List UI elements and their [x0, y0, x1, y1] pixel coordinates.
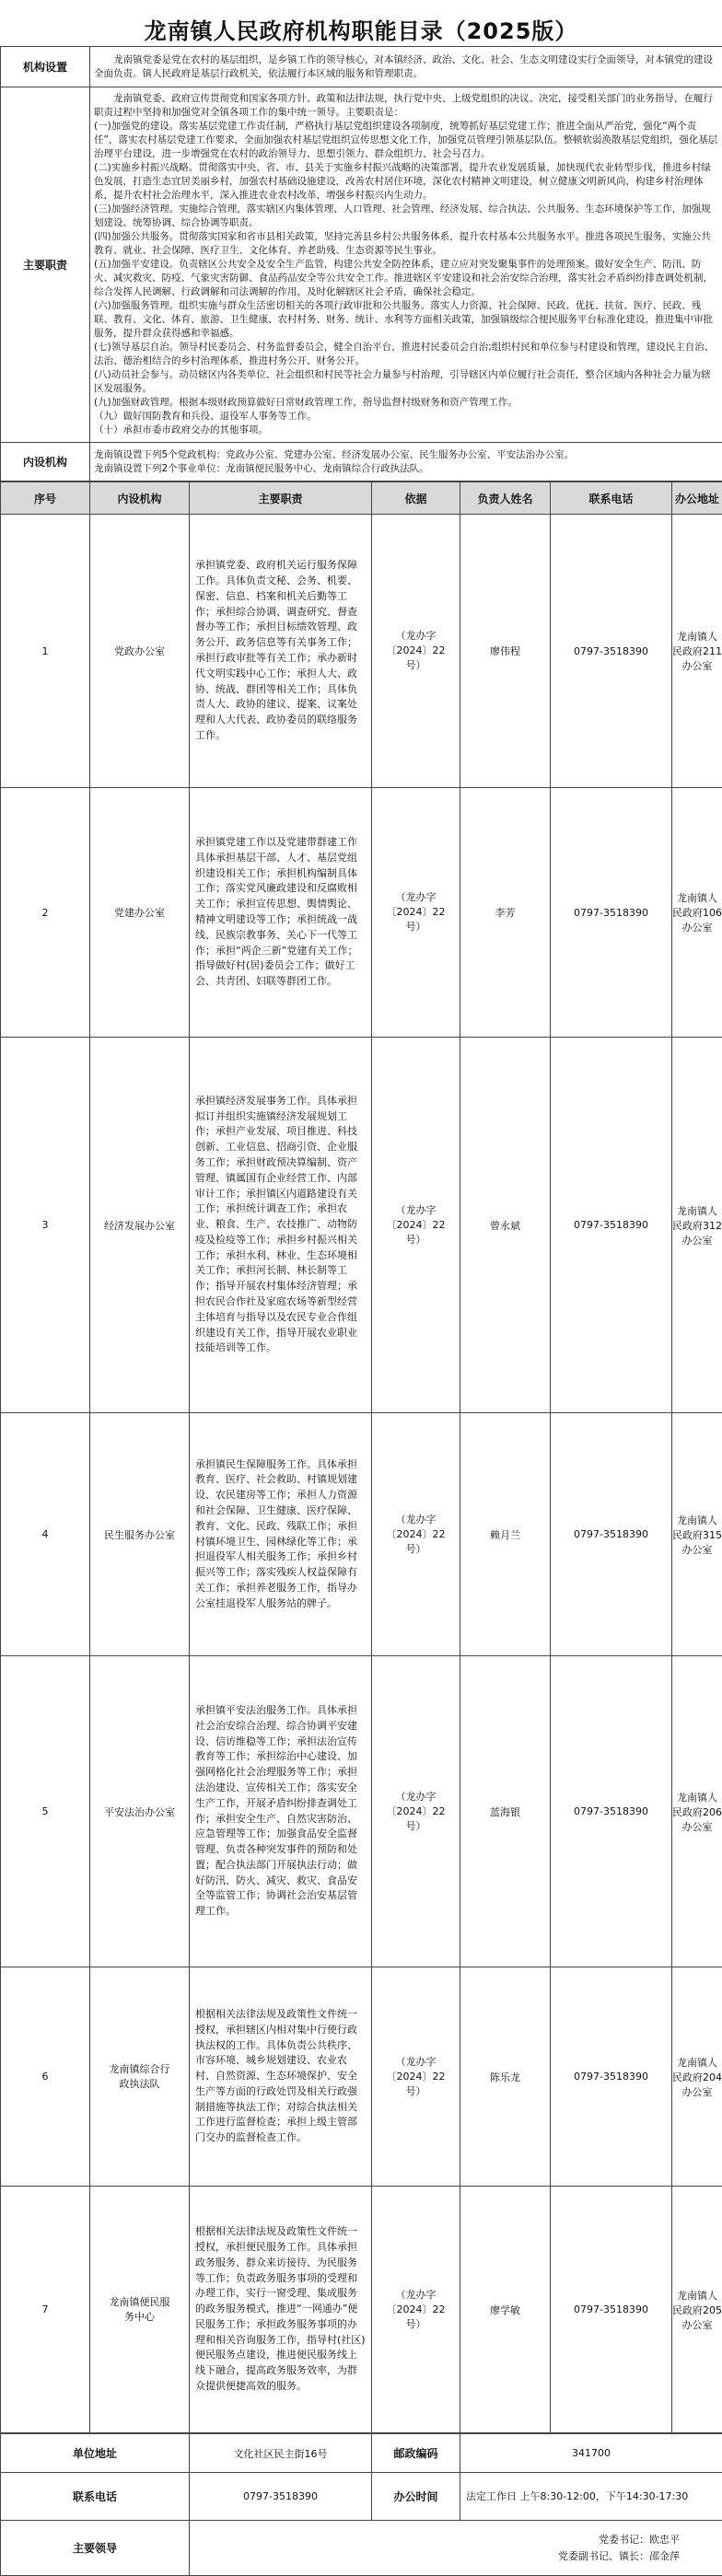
row-address: 龙南镇人民政府312办公室: [672, 1038, 722, 1413]
main-duties-label: 主要职责: [1, 87, 90, 443]
row-person: 曾永斌: [460, 1038, 551, 1413]
footer-phone-row: [1, 2473, 722, 2521]
row-org: 平安法治办公室: [90, 1656, 190, 1967]
row-basis: [372, 1967, 460, 2187]
row-no: 3: [1, 1038, 90, 1413]
row-address: 龙南镇人民政府106办公室: [672, 788, 722, 1038]
org-setting-row: [1, 47, 722, 87]
row-duty: 承担镇经济发展事务工作。具体承担拟订并组织实施镇经济发展规划工作；承担产业发展、项目推进、科技创新、工业信息、招商引资、企业服务工作；承担财政预决算编制、资产管理、镇属国有企业经营工作、内部审计工作；承担镇区内道路建设有关工作；承担统计调查工作；承担农业、粮食、生产、农技推广、动物防疫及检疫等工作；承担乡村振兴相关工作；承担水利、林业、生态环境相关工作；承担河长制、林长制等工作；指导开展农村集体经济管理；承担农民合作社及家庭农场等新型经营主体培育与指导以及农民专业合作组织建设有关工作，指导开展农业职业技能培训等工作。: [190, 1038, 372, 1413]
row-duty: 承担镇民生保障服务工作。具体承担教育、医疗、社会救助、村镇规划建设、农民建房等工作；承担人力资源和社会保障、卫生健康、医疗保障、教育、文化、民政、残联工作；承担村镇环境卫生、园林绿化等工作；承担退役军人相关服务工作；承担乡村振兴等工作；落实残疾人权益保障有关工作；承担养老服务工作，指导办公室挂退役军人服务站的牌子。: [190, 1413, 372, 1656]
row-person: 李芳: [460, 788, 551, 1038]
row-basis: [372, 788, 460, 1038]
row-person: 廖学敏: [460, 2187, 551, 2433]
internal-orgs-row: [1, 443, 722, 482]
row-no: 5: [1, 1656, 90, 1967]
row-phone: 0797-3518390: [551, 1656, 672, 1967]
phone-value: 0797-3518390: [190, 2473, 372, 2521]
intro-table: [0, 46, 722, 482]
row-person: 蓝海银: [460, 1656, 551, 1967]
header-duty: 主要职责: [190, 482, 372, 515]
org-setting-paragraph: 龙南镇党委是党在农村的基层组织，是乡镇工作的领导核心，对本镇经济、政治、文化、社会、生态文明建设实行全面领导，对本镇党的建设全面负责。镇人民政府是基层行政机关，依法履行本区域的服务和管理职责。: [94, 53, 718, 81]
hours-value: 法定工作日 上午8:30-12:00，下午14:30-17:30: [460, 2473, 722, 2521]
row-basis: [372, 1413, 460, 1656]
postcode-value: 341700: [460, 2434, 722, 2473]
footer-leaders-row: [1, 2521, 722, 2576]
internal-orgs-line: 龙南镇设置下列5个党政机构：党政办公室、党建办公室、经济发展办公室、民生服务办公室、平安法治办公室。: [94, 448, 718, 462]
row-address: 龙南镇人民政府315办公室: [672, 1413, 722, 1656]
row-org: [90, 2187, 190, 2433]
row-duty: 承担镇平安法治服务工作。具体承担社会治安综合治理、综合协调平安建设、信访维稳等工作；承担法治宣传教育等工作；承担综治中心建设、加强网格化社会治理服务等工作；承担法治建设、宣传相关工作；落实安全生产工作，开展矛盾纠纷排查调处工作；承担安全生产、自然灾害防治、应急管理等工作；加强食品安全监督管理、负责各种突发事件的预防和处置；配合执法部门开展执法行动；做好防汛、防火、减灾、救灾、食品安全等监管工作；协调社会治安基层管理工作。: [190, 1656, 372, 1967]
row-duty: 根据相关法律法规及政策性文件统一授权，承担辖区内相对集中行使行政执法权的工作。具体负责公共秩序、市容环境、城乡规划建设、农业农村、自然资源、生态环境保护、安全生产等方面的行政处罚及相关行政强制措施等执法工作；对综合执法相关工作进行监督检查；承担上级主管部门交办的监督检查工作。: [190, 1967, 372, 2187]
row-phone: 0797-3518390: [551, 1038, 672, 1413]
duty-paragraph: (八)动员社会参与。动员辖区内各类单位、社会组织和村民等社会力量参与村治理，引导辖区内单位履行社会责任，整合区域内各种社会力量为辖区发展服务。: [94, 368, 718, 396]
row-phone: 0797-3518390: [551, 2187, 672, 2433]
duty-paragraph: (三)加强经济管理。实施综合管理，落实辖区内集体管理、人口管理、社会管理、经济发展、综合执法、公共服务、生态环境保护等工作，加强规划建设、统筹协调、综合协调等职责。: [94, 203, 718, 230]
row-address: 龙南镇人民政府206办公室: [672, 1656, 722, 1967]
row-person: 陈乐龙: [460, 1967, 551, 2187]
duty-paragraph: (六)加强服务管理。组织实施与群众生活密切相关的各项行政审批和公共服务。落实人力资源、社会保障、民政、优抚、扶贫、医疗、民政、残联、教育、文化、体育、旅游、卫生健康、农村村务、财务、统计、水利等方面相关政策，加强镇级综合便民服务平台标准化建设，推进集中审批服务，提升群众获得感和幸福感。: [94, 299, 718, 341]
internal-orgs-line: 龙南镇设置下列2个事业单位：龙南镇便民服务中心、龙南镇综合行政执法队。: [94, 462, 718, 476]
table-row: [1, 515, 722, 788]
table-row: [1, 788, 722, 1038]
internal-orgs-text: [90, 443, 722, 482]
header-org: 内设机构: [90, 482, 190, 515]
basis-text: （龙办字〔2024〕22号）: [384, 1790, 448, 1834]
table-row: [1, 1656, 722, 1967]
row-duty: 承担镇党委、政府机关运行服务保障工作。具体负责文秘、会务、机要、保密、信息、档案和机关后勤等工作；承担综合协调、调查研究、督查督办等工作；承担目标绩效管理、政务公开、政务信息等有关事务工作；承担行政审批等有关工作；承办新时代文明实践中心工作；承担人大、政协、统战、群团等相关工作；具体负责人大、政协的建议、提案、议案处理和人大代表、政协委员的联络服务工作。: [190, 515, 372, 788]
duty-paragraph: (一)加强党的建设。落实基层党建工作责任制，严格执行基层党组织建设各项制度，统筹抓好基层党建工作；推进全面从严治党，强化“两个责任”，落实农村基层党建工作要求，全面加强农村基层党组织宣传思想文化工作，加强党员管理引领基层队伍。整顿软弱涣散基层党组织，强化基层治理平台建设，进一步增强党在农村的政治领导力、思想引领力、群众组织力、社会号召力。: [94, 120, 718, 161]
basis-text: （龙办字〔2024〕22号）: [384, 2055, 448, 2099]
row-basis: [372, 1656, 460, 1967]
page-title: 龙南镇人民政府机构职能目录（2025版）: [0, 0, 722, 46]
header-phone: 联系电话: [551, 482, 672, 515]
basis-text: （龙办字〔2024〕22号）: [384, 1203, 448, 1247]
row-phone: 0797-3518390: [551, 1413, 672, 1656]
leader-line: 党委副书记、镇长：邵金萍: [190, 2548, 680, 2565]
basis-text: （龙办字〔2024〕22号）: [384, 890, 448, 934]
footer-address-row: [1, 2434, 722, 2473]
leaders-label: 主要领导: [1, 2521, 190, 2576]
org-setting-text: [90, 47, 722, 87]
duty-paragraph: (七)领导基层自治。领导村民委员会、村务监督委员会，健全自治平台，推进村民委员会自治;组织村民和单位参与村建设和管理，建设民主自治、法治、德治相结合的乡村治理体系，推进村务公开、财务公开。: [94, 341, 718, 368]
row-org: [90, 1967, 190, 2187]
row-no: 1: [1, 515, 90, 788]
row-basis: [372, 2187, 460, 2433]
table-row: [1, 2187, 722, 2433]
phone-label: 联系电话: [1, 2473, 190, 2521]
basis-text: （龙办字〔2024〕22号）: [384, 2288, 448, 2332]
row-phone: 0797-3518390: [551, 515, 672, 788]
row-phone: 0797-3518390: [551, 788, 672, 1038]
internal-orgs-label: 内设机构: [1, 443, 90, 482]
duty-paragraph: 龙南镇党委、政府宣传贯彻党和国家各项方针、政策和法律法规，执行党中央、上级党组织的决议、决定，接受相关部门的业务指导，在履行职责过程中坚持和加强党对全镇各项工作的集中统一领导。主要职责是：: [94, 92, 718, 120]
header-person: 负责人姓名: [460, 482, 551, 515]
org-name: 龙南镇综合行政执法队: [108, 2062, 172, 2092]
row-address: 龙南镇人民政府205办公室: [672, 2187, 722, 2433]
row-duty: 根据相关法律法规及政策性文件统一授权，承担便民服务工作。具体承担政务服务、群众来访接待、为民服务等工作；负责政务服务事项的受理和办理工作，实行一窗受理、集成服务的政务服务模式，推进“一网通办”便民服务工作；承担政务服务事项的办理和相关咨询服务工作，指导村(社区)便民服务点建设，推进便民服务线上线下融合，提高政务服务效率，为群众提供便捷高效的服务。: [190, 2187, 372, 2433]
row-org: 民生服务办公室: [90, 1413, 190, 1656]
org-table: [0, 482, 722, 2433]
row-person: 廖伟程: [460, 515, 551, 788]
row-no: 2: [1, 788, 90, 1038]
leaders-value: [190, 2521, 722, 2576]
header-no: 序号: [1, 482, 90, 515]
leader-line: 党委书记：欧忠平: [190, 2532, 680, 2548]
row-address: 龙南镇人民政府204办公室: [672, 1967, 722, 2187]
duty-paragraph: (二)实施乡村振兴战略。贯彻落实中央、省、市、县关于实施乡村振兴战略的决策部署，提升农业发展质量，加快现代农业转型步伐，推进乡村绿色发展，打造生态宜居美丽乡村，加强农村基础设施建设，改善农村居住环境，深化农村精神文明建设，树立健康文明新风尚，构建乡村治理体系，提升农村社会治理水平，深入推进农业农村改革，增强乡村振兴内生动力。: [94, 161, 718, 203]
basis-text: （龙办字〔2024〕22号）: [384, 1513, 448, 1557]
header-address: 办公地址: [672, 482, 722, 515]
table-row: [1, 1413, 722, 1656]
table-header-row: [1, 482, 722, 515]
postcode-label: 邮政编码: [372, 2434, 460, 2473]
row-no: 4: [1, 1413, 90, 1656]
hours-label: 办公时间: [372, 2473, 460, 2521]
row-no: 7: [1, 2187, 90, 2433]
table-row: [1, 1038, 722, 1413]
basis-text: （龙办字〔2024〕22号）: [384, 629, 448, 673]
duty-paragraph: （九）做好国防教育和兵役、退役军人事务等工作。: [94, 410, 718, 424]
row-duty: 承担镇党建工作以及党建带群建工作具体承担基层干部、人才、基层党组织建设相关工作；承担机构编制具体工作；落实党风廉政建设和反腐败相关工作；承担宣传思想、舆情舆论、精神文明建设等工作；承担统战一战线、民族宗教事务、关心下一代等工作；承担“两企三新”党建有关工作；指导做好村(居)委员会工作；做好工会、共青团、妇联等群团工作。: [190, 788, 372, 1038]
table-row: [1, 1967, 722, 2187]
row-address: 龙南镇人民政府211办公室: [672, 515, 722, 788]
duty-paragraph: (五)加强平安建设。负责辖区公共安全及安全生产监管，构建公共安全防控体系，建立应对突发聚集事件的处理预案。做好安全生产、防汛、防火、减灾救灾、防疫、气象灾害防御、食品药品安全等公共安全工作。推进辖区平安建设和社会治安综合治理，落实社会矛盾纠纷排查调处机制，综合发挥人民调解、行政调解和司法调解的作用，及时化解辖区社会矛盾，确保社会稳定。: [94, 258, 718, 299]
row-basis: [372, 1038, 460, 1413]
org-setting-label: 机构设置: [1, 47, 90, 87]
row-org: 经济发展办公室: [90, 1038, 190, 1413]
duty-paragraph: （十）承担市委市政府交办的其他事项。: [94, 424, 718, 437]
org-name: 龙南镇便民服务中心: [108, 2295, 172, 2325]
row-org: 党建办公室: [90, 788, 190, 1038]
duty-paragraph: (九)加强财政管理。根据本级财政预算做好日常财政管理工作，指导监督村级财务和资产管理工作。: [94, 396, 718, 410]
row-phone: 0797-3518390: [551, 1967, 672, 2187]
main-duties-text: [90, 87, 722, 443]
unit-address-value: 文化社区民主街16号: [190, 2434, 372, 2473]
header-basis: 依据: [372, 482, 460, 515]
footer-table: [0, 2433, 722, 2576]
row-basis: [372, 515, 460, 788]
row-org: 党政办公室: [90, 515, 190, 788]
row-person: 赖月兰: [460, 1413, 551, 1656]
duty-paragraph: (四)加强公共服务。贯彻落实国家和省市县相关政策，坚持完善县乡村公共服务体系，提升农村基本公共服务水平。推进各项民生服务，实施公共教育、就业、社会保障、医疗卫生、文化体育、养老助残、生态资源等民生事业。: [94, 230, 718, 258]
unit-address-label: 单位地址: [1, 2434, 190, 2473]
main-duties-row: [1, 87, 722, 443]
row-no: 6: [1, 1967, 90, 2187]
